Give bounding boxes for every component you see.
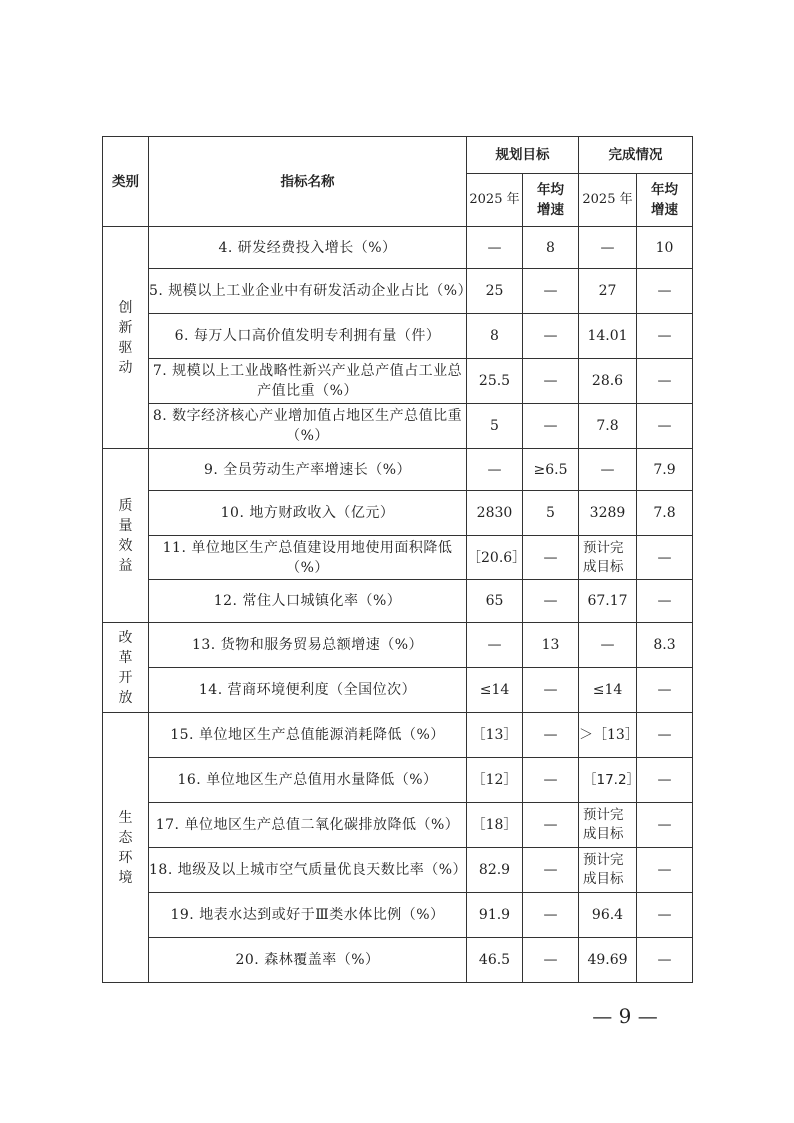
plan-2025-value: ［12］ — [467, 758, 523, 803]
category-char: 益 — [118, 557, 133, 574]
done-growth-value: — — [637, 668, 693, 713]
table-row — [103, 269, 693, 314]
table-row — [103, 359, 693, 404]
indicator-name: 15. 单位地区生产总值能源消耗降低（%） — [149, 713, 467, 758]
indicator-name: 7. 规模以上工业战略性新兴产业总产值占工业总产值比重（%） — [149, 359, 467, 404]
indicator-name: 12. 常住人口城镇化率（%） — [149, 580, 467, 623]
plan-growth-value: 8 — [523, 227, 579, 269]
table-row — [103, 449, 693, 491]
done-2025-value: 预计完成目标 — [579, 536, 637, 580]
done-2025-value: ＞［13］ — [579, 713, 637, 758]
done-growth-value: — — [637, 269, 693, 314]
header-plan-2025-label: 2025 年 — [469, 192, 520, 207]
category-cell — [103, 713, 149, 983]
indicator-name: 5. 规模以上工业企业中有研发活动企业占比（%） — [149, 269, 467, 314]
header-plan-growth-line2: 增速 — [537, 202, 564, 218]
done-2025-value: — — [579, 623, 637, 668]
done-growth-value: — — [637, 580, 693, 623]
done-2025-value: 预计完成目标 — [579, 848, 637, 893]
category-char: 质 — [118, 497, 133, 514]
done-growth-value: — — [637, 848, 693, 893]
category-char: 改 — [118, 629, 133, 646]
plan-2025-value: 65 — [467, 580, 523, 623]
done-growth-value: — — [637, 713, 693, 758]
plan-2025-value: 25 — [467, 269, 523, 314]
table-row — [103, 404, 693, 449]
indicator-name: 6. 每万人口高价值发明专利拥有量（件） — [149, 314, 467, 359]
category-char: 态 — [118, 829, 133, 846]
table-row — [103, 848, 693, 893]
indicator-name: 14. 营商环境便利度（全国位次） — [149, 668, 467, 713]
plan-2025-value: 2830 — [467, 491, 523, 536]
plan-2025-value: — — [467, 449, 523, 491]
category-char: 效 — [118, 537, 133, 554]
indicator-name: 8. 数字经济核心产业增加值占地区生产总值比重（%） — [149, 404, 467, 449]
table-row — [103, 803, 693, 848]
done-2025-value: 7.8 — [579, 404, 637, 449]
header-plan-growth-line1: 年均 — [537, 182, 564, 198]
table-row — [103, 227, 693, 269]
table-row — [103, 536, 693, 580]
header-plan-target: 规划目标 — [467, 137, 579, 174]
table-body — [103, 227, 693, 983]
table-row — [103, 893, 693, 938]
header-plan-2025 — [467, 174, 523, 227]
plan-2025-value: ［13］ — [467, 713, 523, 758]
page-number: — 9 — — [592, 1004, 658, 1028]
category-char: 生 — [118, 809, 133, 826]
plan-2025-value: ［18］ — [467, 803, 523, 848]
plan-growth-value: — — [523, 758, 579, 803]
category-cell — [103, 623, 149, 713]
plan-2025-value: ［20.6］ — [467, 536, 523, 580]
plan-2025-value: 91.9 — [467, 893, 523, 938]
done-growth-value: — — [637, 893, 693, 938]
table-row — [103, 580, 693, 623]
table-row — [103, 758, 693, 803]
done-growth-value: 8.3 — [637, 623, 693, 668]
done-growth-value: 7.8 — [637, 491, 693, 536]
done-2025-value: 67.17 — [579, 580, 637, 623]
table-row — [103, 668, 693, 713]
category-char: 放 — [118, 689, 133, 706]
plan-growth-value: — — [523, 803, 579, 848]
header-plan-growth — [523, 174, 579, 227]
done-growth-value: 7.9 — [637, 449, 693, 491]
plan-2025-value: 82.9 — [467, 848, 523, 893]
done-2025-value: 预计完成目标 — [579, 803, 637, 848]
plan-2025-value: 5 — [467, 404, 523, 449]
category-char: 革 — [118, 649, 133, 666]
plan-growth-value: — — [523, 668, 579, 713]
category-char: 驱 — [118, 339, 133, 356]
plan-2025-value: ≤14 — [467, 668, 523, 713]
header-done-growth — [637, 174, 693, 227]
indicator-name: 9. 全员劳动生产率增速长（%） — [149, 449, 467, 491]
done-growth-value: — — [637, 803, 693, 848]
plan-growth-value: — — [523, 269, 579, 314]
plan-growth-value: — — [523, 893, 579, 938]
indicator-table — [102, 136, 693, 983]
done-2025-value: ［17.2］ — [579, 758, 637, 803]
indicator-name: 4. 研发经费投入增长（%） — [149, 227, 467, 269]
done-2025-value: 27 — [579, 269, 637, 314]
done-growth-value: — — [637, 404, 693, 449]
indicator-name: 17. 单位地区生产总值二氧化碳排放降低（%） — [149, 803, 467, 848]
table-row — [103, 938, 693, 983]
category-char: 新 — [118, 319, 133, 336]
plan-growth-value: — — [523, 580, 579, 623]
done-2025-value: — — [579, 227, 637, 269]
plan-2025-value: 46.5 — [467, 938, 523, 983]
done-growth-value: — — [637, 938, 693, 983]
category-char: 动 — [118, 359, 133, 376]
indicator-name: 10. 地方财政收入（亿元） — [149, 491, 467, 536]
plan-2025-value: — — [467, 227, 523, 269]
done-2025-value: — — [579, 449, 637, 491]
plan-growth-value: — — [523, 536, 579, 580]
done-2025-value: 14.01 — [579, 314, 637, 359]
table-row — [103, 491, 693, 536]
header-category: 类别 — [103, 137, 149, 227]
category-char: 境 — [118, 869, 133, 886]
done-2025-value: 49.69 — [579, 938, 637, 983]
table-row — [103, 314, 693, 359]
done-growth-value: — — [637, 314, 693, 359]
header-done-growth-line2: 增速 — [651, 202, 678, 218]
plan-growth-value: — — [523, 713, 579, 758]
header-done-growth-line1: 年均 — [651, 182, 678, 198]
indicator-name: 19. 地表水达到或好于Ⅲ类水体比例（%） — [149, 893, 467, 938]
done-growth-value: — — [637, 359, 693, 404]
table-header — [103, 137, 693, 227]
plan-growth-value: 5 — [523, 491, 579, 536]
done-2025-value: 96.4 — [579, 893, 637, 938]
indicator-name: 16. 单位地区生产总值用水量降低（%） — [149, 758, 467, 803]
done-growth-value: 10 — [637, 227, 693, 269]
header-indicator-name: 指标名称 — [149, 137, 467, 227]
indicator-name: 20. 森林覆盖率（%） — [149, 938, 467, 983]
plan-growth-value: ≥6.5 — [523, 449, 579, 491]
category-char: 创 — [118, 299, 133, 316]
plan-growth-value: — — [523, 404, 579, 449]
done-2025-value: ≤14 — [579, 668, 637, 713]
plan-growth-value: 13 — [523, 623, 579, 668]
category-char: 量 — [118, 517, 133, 534]
plan-growth-value: — — [523, 848, 579, 893]
indicator-name: 18. 地级及以上城市空气质量优良天数比率（%） — [149, 848, 467, 893]
indicator-name: 13. 货物和服务贸易总额增速（%） — [149, 623, 467, 668]
done-2025-value: 3289 — [579, 491, 637, 536]
plan-2025-value: 8 — [467, 314, 523, 359]
plan-2025-value: — — [467, 623, 523, 668]
plan-growth-value: — — [523, 359, 579, 404]
header-completion: 完成情况 — [579, 137, 693, 174]
done-growth-value: — — [637, 758, 693, 803]
category-char: 环 — [118, 849, 133, 866]
done-2025-value: 28.6 — [579, 359, 637, 404]
plan-growth-value: — — [523, 938, 579, 983]
header-done-2025-label: 2025 年 — [582, 192, 633, 207]
category-cell — [103, 227, 149, 449]
category-char: 开 — [118, 669, 133, 686]
done-growth-value: — — [637, 536, 693, 580]
plan-2025-value: 25.5 — [467, 359, 523, 404]
plan-growth-value: — — [523, 314, 579, 359]
table-row — [103, 623, 693, 668]
header-done-2025 — [579, 174, 637, 227]
indicator-name: 11. 单位地区生产总值建设用地使用面积降低（%） — [149, 536, 467, 580]
table-row — [103, 713, 693, 758]
category-cell — [103, 449, 149, 623]
